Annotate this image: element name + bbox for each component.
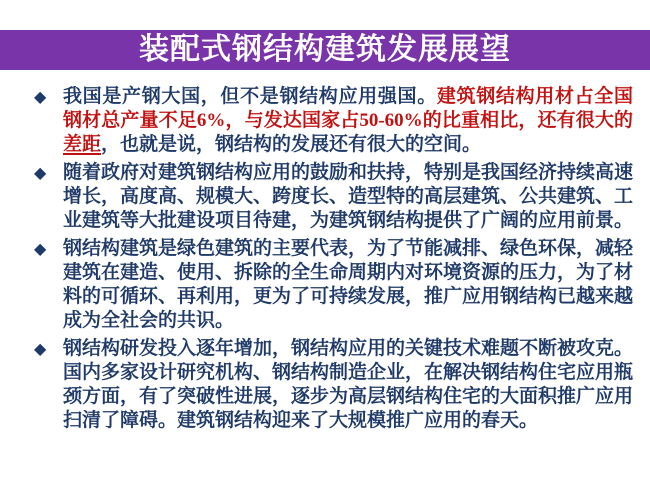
- text-segment: 随着政府对建筑钢结构应用的鼓励和扶持，特别是我国经济持续高速增长，高度高、规模大、跨度长、造型特的高层建筑、公共建筑、工业建筑等大批建设项目待建，为建筑钢结构提供了广阔的应用前景。: [63, 162, 634, 231]
- slide-title-bar: [0, 30, 650, 70]
- bullet-item: [33, 161, 633, 233]
- bullet-diamond-icon: ◆: [34, 163, 47, 182]
- bullet-diamond-icon: ◆: [34, 87, 47, 106]
- bullet-text: [63, 338, 633, 431]
- bullet-text: [63, 162, 633, 231]
- bullet-text: [63, 86, 633, 155]
- bullet-diamond-icon: ◆: [34, 339, 47, 358]
- bullet-item: [33, 237, 633, 333]
- text-segment: ，也就是说，钢结构的发展还有很大的空间。: [101, 134, 482, 155]
- text-segment: 我国是产钢大国，但不是钢结构应用强国。: [63, 86, 437, 107]
- slide-title: 装配式钢结构建筑发展展望: [139, 33, 511, 66]
- bullet-diamond-icon: ◆: [34, 239, 47, 258]
- slide-body: [33, 85, 633, 437]
- bullet-list: [33, 85, 633, 433]
- bullet-item: [33, 337, 633, 433]
- highlight-text-segment: 建筑钢结构用材占全国钢材总产量不足6%，与发达国家占50-60%的比重相比，还有很大的: [63, 86, 633, 131]
- text-segment: 钢结构研发投入逐年增加，钢结构应用的关键技术难题不断被攻克。国内多家设计研究机构、钢结构制造企业，在解决钢结构住宅应用瓶颈方面，有了突破性进展，逐步为高层钢结构住宅的大面积推广应用扫清了障碍。建筑钢结构迎来了大规模推广应用的春天。: [63, 338, 634, 431]
- bullet-text: [63, 238, 633, 331]
- highlight-text-segment: 差距: [63, 134, 102, 155]
- text-segment: 钢结构建筑是绿色建筑的主要代表，为了节能减排、绿色环保，减轻建筑在建造、使用、拆除的全生命周期内对环境资源的压力，为了材料的可循环、再利用，更为了可持续发展，推广应用钢结构已越来越成为全社会的共识。: [63, 238, 634, 331]
- bullet-item: [33, 85, 633, 157]
